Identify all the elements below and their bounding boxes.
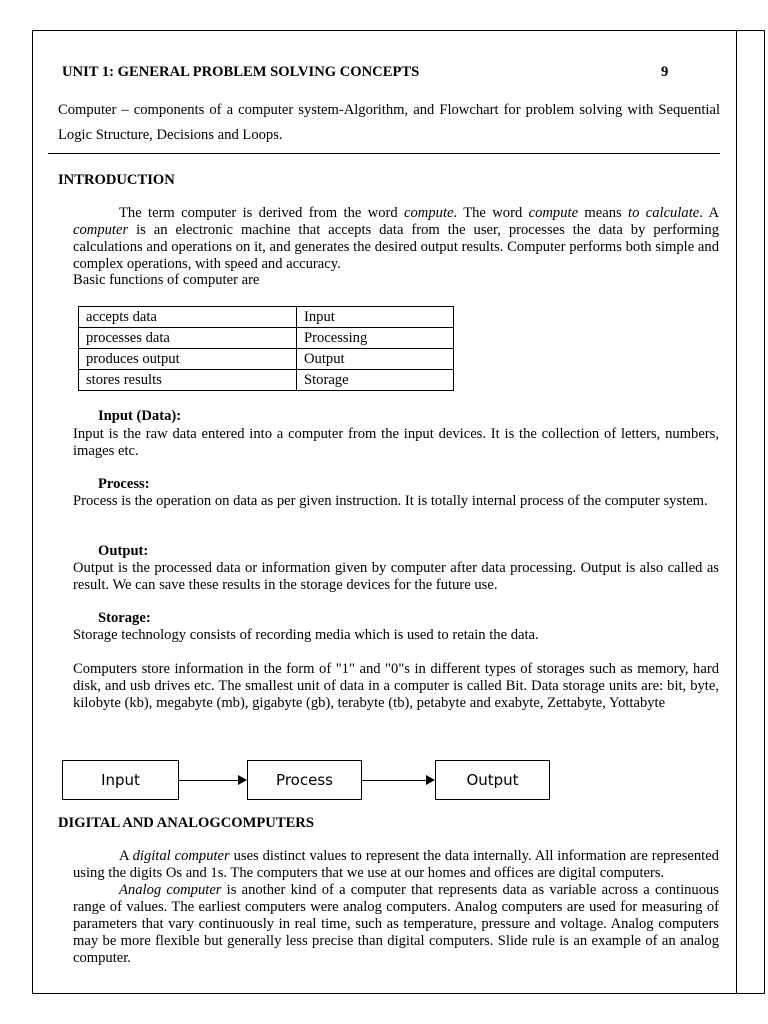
table-row	[79, 349, 454, 370]
table-row	[79, 307, 454, 328]
unit-subtitle: Computer – components of a computer system-Algorithm, and Flowchart for problem solving with Sequential Logic Structure, Decisions and Loops.	[58, 102, 720, 143]
page-side-border	[737, 30, 765, 994]
digital-analog-heading: DIGITAL AND ANALOGCOMPUTERS	[58, 815, 314, 831]
input-heading: Input (Data):	[98, 408, 182, 424]
introduction-heading: INTRODUCTION	[58, 172, 175, 188]
table-row	[79, 370, 454, 391]
unit-title: UNIT 1: GENERAL PROBLEM SOLVING CONCEPTS	[62, 64, 420, 80]
arrow-head-icon	[426, 775, 435, 785]
arrow-line	[179, 780, 239, 781]
basic-functions-intro: Basic functions of computer are	[73, 272, 260, 288]
diagram-input-box: Input	[62, 760, 179, 800]
functions-table	[78, 306, 454, 391]
storage-units-text: Computers store information in the form of "1" and "0"s in different types of storages such as memory, hard disk, and usb drives etc. The smallest unit of data in a computer is called Bit. Data storage units are: bit, byte, kilobyte (kb), megabyte (mb), gigabyte (gb), terabyte (tb), petabyte and exabyte, Zettabyte, Yottabyte	[73, 661, 719, 711]
table-cell: Processing	[297, 328, 454, 349]
table-cell: processes data	[79, 328, 297, 349]
output-text: Output is the processed data or information given by computer after data processing. Output is also called as result. We can save these results in the storage devices for the future use.	[73, 560, 719, 593]
header-divider	[48, 153, 720, 154]
arrow-head-icon	[238, 775, 247, 785]
arrow-line	[362, 780, 427, 781]
table-cell: Storage	[297, 370, 454, 391]
diagram-process-box: Process	[247, 760, 362, 800]
storage-text: Storage technology consists of recording media which is used to retain the data.	[73, 627, 539, 643]
output-heading: Output:	[98, 543, 149, 559]
storage-heading: Storage:	[98, 610, 151, 626]
table-row	[79, 328, 454, 349]
introduction-paragraph: The term computer is derived from the word compute. The word compute means to calculate. A computer is an electronic machine that accepts data from the user, processes the data by performing calculations and operations on it, and generates the desired output results. Computer performs both simple and complex operations, with speed and accuracy.	[73, 205, 719, 272]
digital-analog-text: A digital computer uses distinct values to represent the data internally. All information are represented using the digits Os and 1s. The computers that we use at our homes and offices are digital computers. Analog computer is another kind of a computer that represents data as variable across a continuous range of values. The earliest computers were analog computers. Analog computers are used for measuring of parameters that vary continuously in real time, such as temperature, pressure and voltage. Analog computers may be more flexible but generally less precise than digital computers. Slide rule is an example of an analog computer.	[73, 848, 719, 966]
diagram-output-box: Output	[435, 760, 550, 800]
process-text: Process is the operation on data as per given instruction. It is totally internal process of the computer system.	[73, 493, 708, 509]
table-cell: Input	[297, 307, 454, 328]
page-number: 9	[661, 64, 669, 80]
table-cell: Output	[297, 349, 454, 370]
input-text: Input is the raw data entered into a computer from the input devices. It is the collection of letters, numbers, images etc.	[73, 426, 719, 459]
table-cell: produces output	[79, 349, 297, 370]
table-cell: stores results	[79, 370, 297, 391]
process-heading: Process:	[98, 476, 150, 492]
table-cell: accepts data	[79, 307, 297, 328]
